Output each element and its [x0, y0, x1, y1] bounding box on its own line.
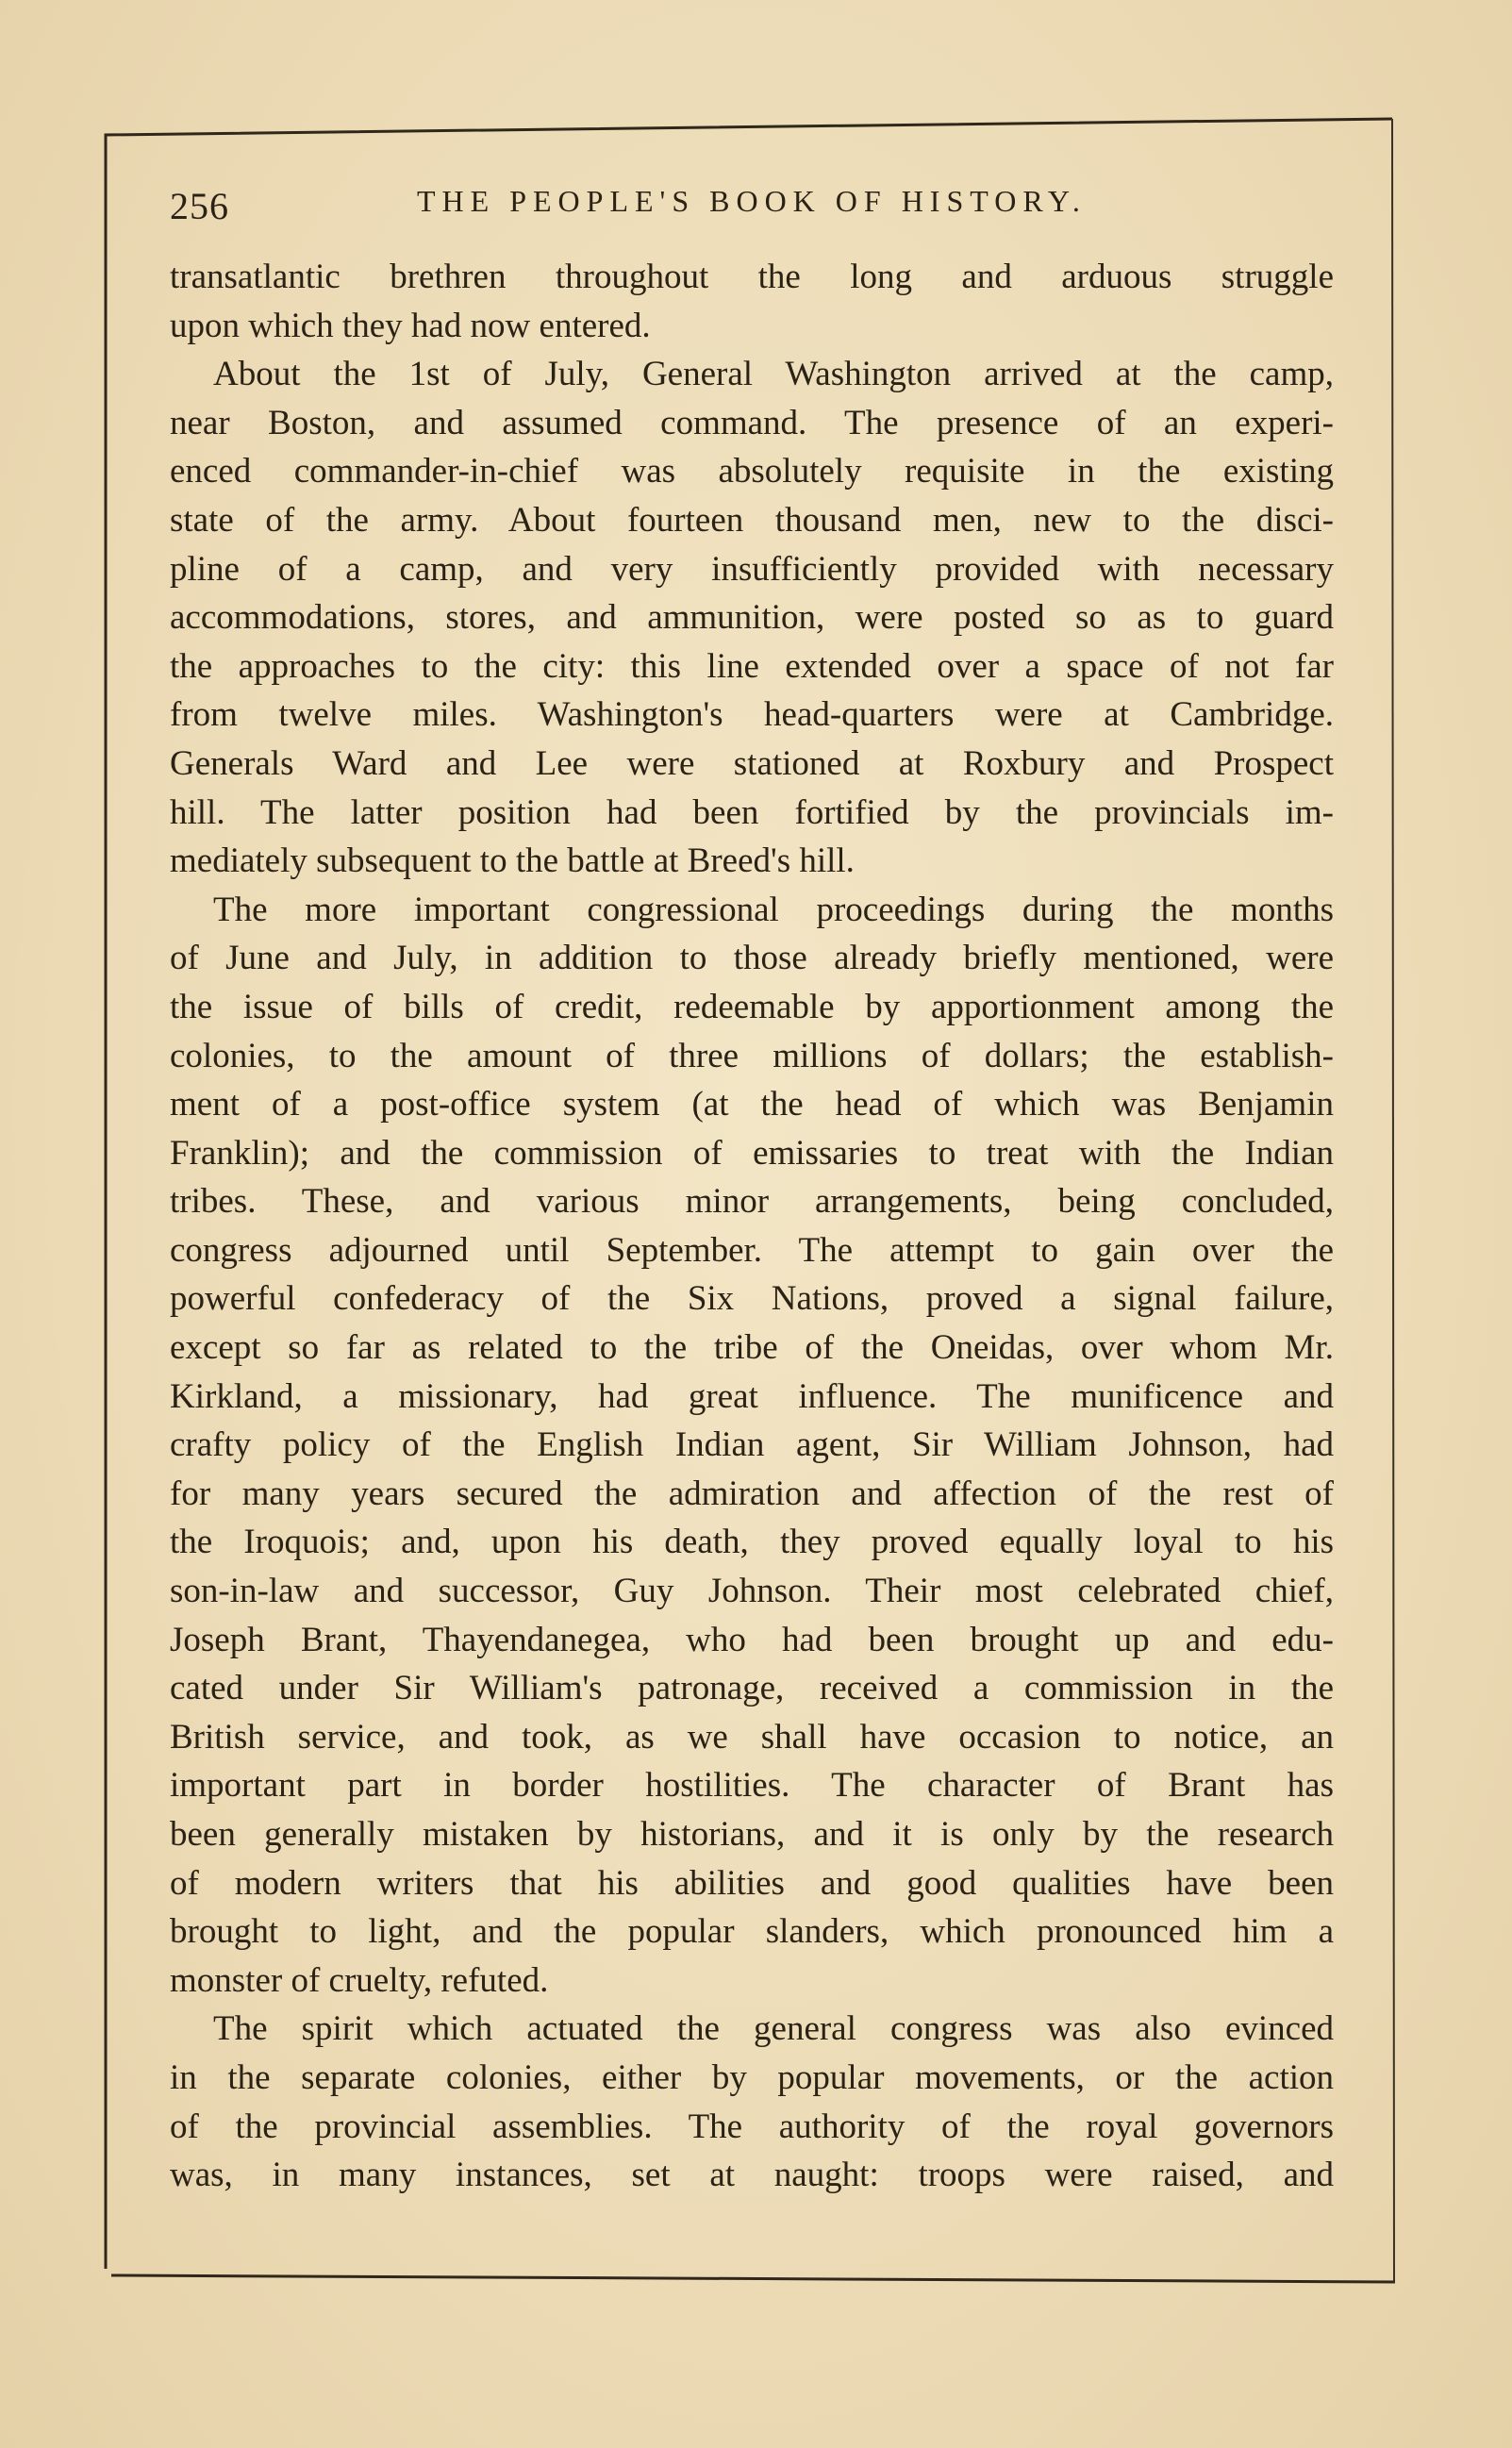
border-bottom	[111, 2275, 1395, 2282]
text-line: was, in many instances, set at naught: troops were raised, and	[170, 2156, 1334, 2195]
text-line: from twelve miles. Washington's head-quarters were at Cambridge.	[170, 695, 1334, 735]
text-line: son-in-law and successor, Guy Johnson. Their most celebrated chief,	[170, 1572, 1334, 1611]
page-number: 256	[170, 185, 229, 227]
text-line: cated under Sir William's patronage, received a commission in the	[170, 1669, 1334, 1708]
text-line: ment of a post-office system (at the head of which was Benjamin	[170, 1085, 1334, 1124]
text-line: Kirkland, a missionary, had great influence. The munificence and	[170, 1376, 1334, 1416]
text-line: tribes. These, and various minor arrangements, being concluded,	[170, 1182, 1334, 1222]
text-line: been generally mistaken by historians, and it is only by the research	[170, 1815, 1334, 1854]
text-line: About the 1st of July, General Washington arrived at the camp,	[213, 355, 1334, 394]
text-line: important part in border hostilities. The character of Brant has	[170, 1766, 1334, 1806]
border-right	[1392, 119, 1394, 2281]
text-line: powerful confederacy of the Six Nations, proved a signal failure,	[170, 1279, 1334, 1319]
body-text	[170, 253, 1334, 2200]
text-line: Joseph Brant, Thayendanegea, who had been brought up and edu-	[170, 1620, 1334, 1659]
running-head	[170, 179, 1339, 236]
text-line: hill. The latter position had been fortified by the provincials im-	[170, 792, 1334, 832]
text-line: near Boston, and assumed command. The presence of an experi-	[170, 403, 1334, 442]
text-line: British service, and took, as we shall have occasion to notice, an	[170, 1717, 1334, 1757]
text-line: accommodations, stores, and ammunition, were posted so as to guard	[170, 598, 1334, 638]
text-line: in the separate colonies, either by popular movements, or the action	[170, 2057, 1334, 2097]
text-line: pline of a camp, and very insufficiently provided with necessary	[170, 549, 1334, 589]
text-line: state of the army. About fourteen thousand men, new to the disci-	[170, 500, 1334, 540]
text-line: Franklin); and the commission of emissaries to treat with the Indian	[170, 1133, 1334, 1173]
text-line: except so far as related to the tribe of the Oneidas, over whom Mr.	[170, 1328, 1334, 1368]
text-line: crafty policy of the English Indian agent, Sir William Johnson, had	[170, 1425, 1334, 1465]
text-line: for many years secured the admiration and affection of the rest of	[170, 1474, 1334, 1513]
text-line: enced commander-in-chief was absolutely requisite in the existing	[170, 452, 1334, 491]
text-line: transatlantic brethren throughout the long and arduous struggle	[170, 258, 1334, 296]
text-line: of June and July, in addition to those already briefly mentioned, were	[170, 939, 1334, 978]
text-line: the Iroquois; and, upon his death, they proved equally loyal to his	[170, 1523, 1334, 1562]
text-line: congress adjourned until September. The attempt to gain over the	[170, 1230, 1334, 1270]
text-line: brought to light, and the popular slanders, which pronounced him a	[170, 1912, 1334, 1952]
text-line: monster of cruelty, refuted.	[170, 1960, 549, 2000]
text-line: The more important congressional proceedings during the months	[213, 890, 1334, 929]
text-line: the issue of bills of credit, redeemable by apportionment among the	[170, 987, 1334, 1026]
text-line: Generals Ward and Lee were stationed at Roxbury and Prospect	[170, 743, 1334, 783]
text-line: upon which they had now entered.	[170, 306, 651, 345]
text-line: mediately subsequent to the battle at Breed's hill.	[170, 841, 855, 881]
text-line: colonies, to the amount of three millions of dollars; the establish-	[170, 1036, 1334, 1075]
text-line: of the provincial assemblies. The authority of the royal governors	[170, 2107, 1334, 2146]
text-line: of modern writers that his abilities and good qualities have been	[170, 1863, 1334, 1903]
text-line: The spirit which actuated the general congress was also evinced	[213, 2009, 1334, 2049]
running-title: THE PEOPLE'S BOOK OF HISTORY.	[417, 184, 1087, 218]
text-line: the approaches to the city: this line extended over a space of not far	[170, 646, 1334, 686]
